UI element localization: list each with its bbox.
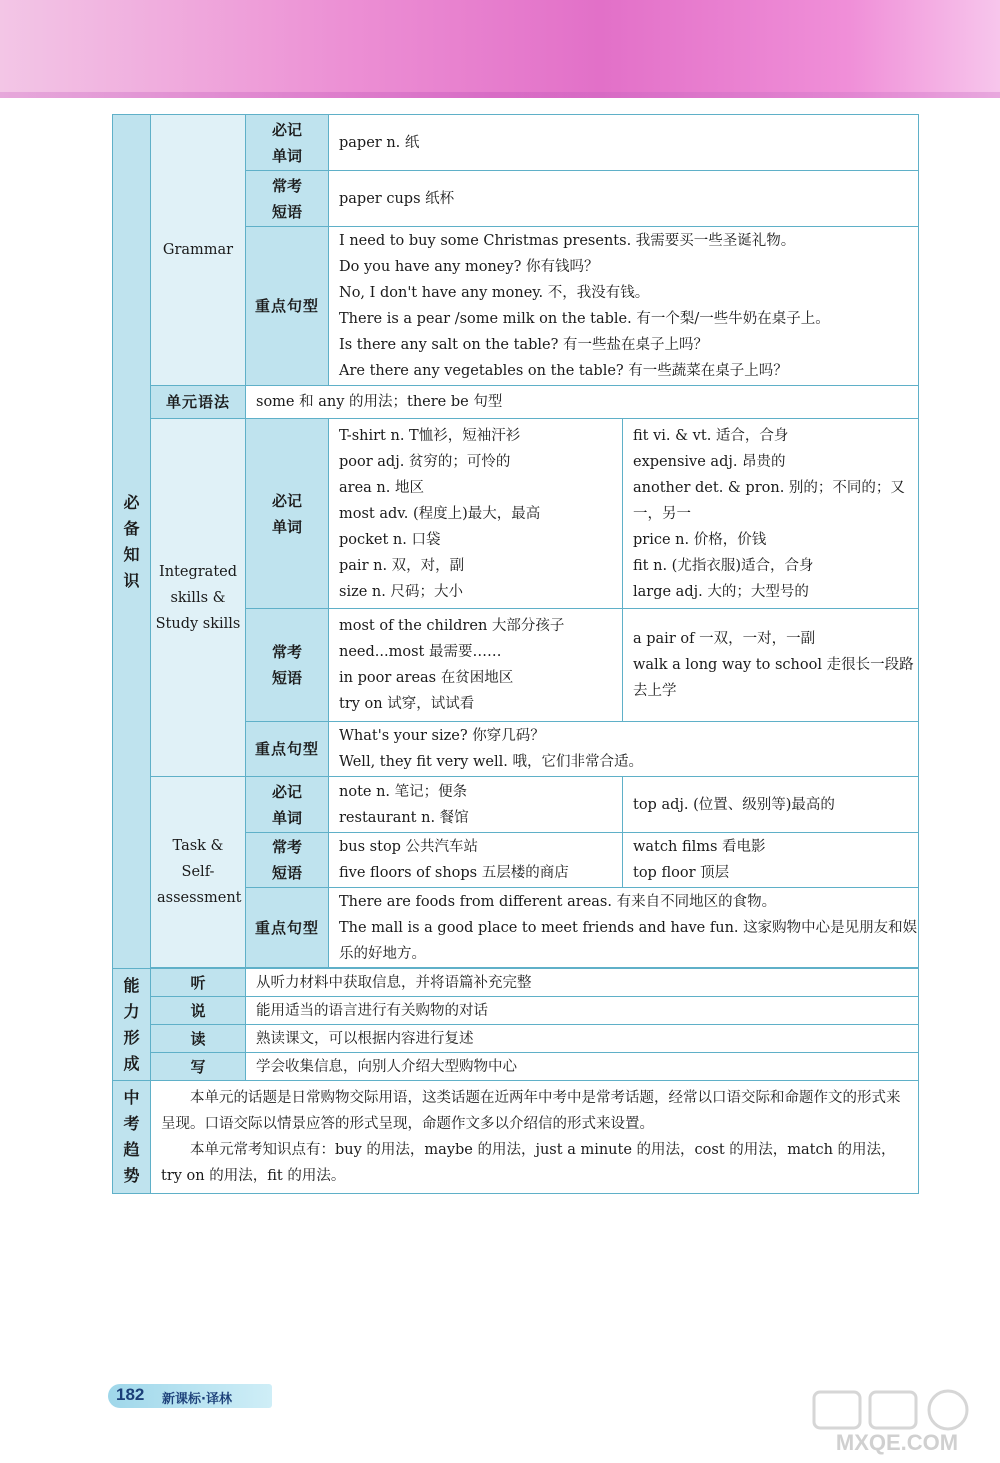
unit-grammar-text: some 和 any 的用法；there be 句型: [246, 386, 919, 419]
sentence-item: I need to buy some Christmas presents. 我需要买一些圣诞礼物。: [339, 233, 796, 249]
word-item: note n. 笔记；便条: [339, 783, 468, 800]
word-item: poor adj. 贫穷的；可怜的: [339, 453, 511, 470]
block-name-task: Task & Self-assessment: [151, 777, 246, 968]
word-item: size n. 尺码；大小: [339, 583, 463, 600]
task-words-right: [623, 777, 919, 833]
word-item: T-shirt n. T恤衫，短袖汗衫: [339, 427, 521, 444]
sentence-item: The mall is a good place to meet friends and have fun. 这家购物中心是见朋友和娱乐的好地方。: [339, 919, 918, 962]
word-item: large adj. 大的；大型号的: [633, 583, 809, 600]
integrated-words-left: [329, 419, 623, 609]
grammar-word-item: paper n. 纸: [339, 134, 420, 151]
sentence-item: What's your size? 你穿几码？: [339, 728, 545, 744]
phrase-item: walk a long way to school 走很长一段路去上学: [633, 657, 914, 699]
trend-content: [151, 1081, 919, 1194]
label-sentences: 重点句型: [246, 722, 329, 777]
ability-text: 能用适当的语言进行有关购物的对话: [246, 997, 919, 1025]
word-item: price n. 价格，价钱: [633, 531, 767, 548]
phrase-item: try on 试穿，试试看: [339, 696, 475, 712]
word-item: area n. 地区: [339, 479, 424, 496]
watermark-text: MXQE.COM: [835, 1430, 959, 1455]
sentence-item: There are foods from different areas. 有来自不同地区的食物。: [339, 893, 777, 910]
label-words: 必记单词: [246, 115, 329, 171]
skill-label: 说: [151, 997, 246, 1025]
sentence-item: Well, they fit very well. 哦，它们非常合适。: [339, 754, 643, 770]
word-item: restaurant n. 餐馆: [339, 809, 469, 826]
section-label-knowledge: 必备知识: [113, 115, 151, 969]
integrated-sentences: [329, 722, 919, 777]
word-item: pair n. 双，对，副: [339, 557, 465, 574]
phrase-item: bus stop 公共汽车站: [339, 839, 479, 855]
watermark-logo: [808, 1388, 986, 1456]
phrase-item: watch films 看电影: [633, 839, 766, 855]
trend-paragraph: 本单元常考知识点有：buy 的用法，maybe 的用法，just a minute 的用法，cost 的用法，match 的用法，try on 的用法，fit 的用法。: [161, 1142, 896, 1184]
label-phrases: 常考短语: [246, 609, 329, 722]
word-item: most adv. (程度上)最大，最高: [339, 505, 541, 522]
sentence-item: Do you have any money? 你有钱吗？: [339, 259, 599, 275]
phrase-item: in poor areas 在贫困地区: [339, 670, 514, 686]
phrase-item: top floor 顶层: [633, 865, 730, 881]
block-name-grammar: Grammar: [151, 115, 246, 386]
label-phrases: 常考短语: [246, 833, 329, 888]
ability-text: 学会收集信息，向别人介绍大型购物中心: [246, 1053, 919, 1081]
integrated-phrases-left: [329, 609, 623, 722]
word-item: pocket n. 口袋: [339, 531, 441, 548]
task-phrases-right: [623, 833, 919, 888]
grammar-words: [329, 115, 919, 171]
skill-label: 听: [151, 969, 246, 997]
ability-text: 从听力材料中获取信息，并将语篇补充完整: [246, 969, 919, 997]
task-words-left: [329, 777, 623, 833]
header-color-band: [0, 0, 1000, 98]
phrase-item: five floors of shops 五层楼的商店: [339, 865, 569, 881]
sentence-item: Is there any salt on the table? 有一些盐在桌子上吗？: [339, 337, 708, 353]
label-sentences: 重点句型: [246, 888, 329, 968]
phrase-item: need...most 最需要……: [339, 644, 502, 660]
grammar-phrase-item: paper cups 纸杯: [339, 190, 455, 207]
knowledge-table: [112, 114, 919, 1194]
unit-grammar-label: 单元语法: [151, 386, 246, 419]
grammar-phrases: [329, 171, 919, 227]
label-sentences: 重点句型: [246, 227, 329, 386]
sentence-item: No, I don't have any money. 不，我没有钱。: [339, 285, 650, 301]
label-words: 必记单词: [246, 777, 329, 833]
skill-label: 读: [151, 1025, 246, 1053]
task-sentences: [329, 888, 919, 968]
ability-text: 熟读课文，可以根据内容进行复述: [246, 1025, 919, 1053]
word-item: fit vi. & vt. 适合，合身: [633, 427, 789, 444]
section-label-ability: 能力形成: [113, 969, 151, 1081]
label-phrases: 常考短语: [246, 171, 329, 227]
integrated-words-right: [623, 419, 919, 609]
word-item: fit n. (尤指衣服)适合，合身: [633, 557, 814, 574]
trend-paragraph: 本单元的话题是日常购物交际用语，这类话题在近两年中考中是常考话题，经常以口语交际和命题作文的形式来呈现。口语交际以情景应答的形式呈现，命题作文多以介绍信的形式来设置。: [161, 1090, 901, 1132]
phrase-item: most of the children 大部分孩子: [339, 618, 565, 634]
task-phrases-left: [329, 833, 623, 888]
sentence-item: There is a pear /some milk on the table. 有一个梨/一些牛奶在桌子上。: [339, 311, 830, 327]
label-words: 必记单词: [246, 419, 329, 609]
page-number: 182: [116, 1385, 145, 1404]
word-item: top adj. (位置、级别等)最高的: [633, 796, 835, 813]
book-title: 新课标·译林: [162, 1392, 232, 1407]
section-label-trend: 中考趋势: [113, 1081, 151, 1194]
sentence-item: Are there any vegetables on the table? 有一些蔬菜在桌子上吗？: [339, 363, 788, 379]
phrase-item: a pair of 一双，一对，一副: [633, 631, 816, 647]
word-item: another det. & pron. 别的；不同的；又一，另一: [633, 479, 905, 522]
block-name-integrated: Integrated skills & Study skills: [151, 419, 246, 777]
integrated-phrases-right: [623, 609, 919, 722]
grammar-sentences: [329, 227, 919, 386]
word-item: expensive adj. 昂贵的: [633, 453, 786, 470]
skill-label: 写: [151, 1053, 246, 1081]
